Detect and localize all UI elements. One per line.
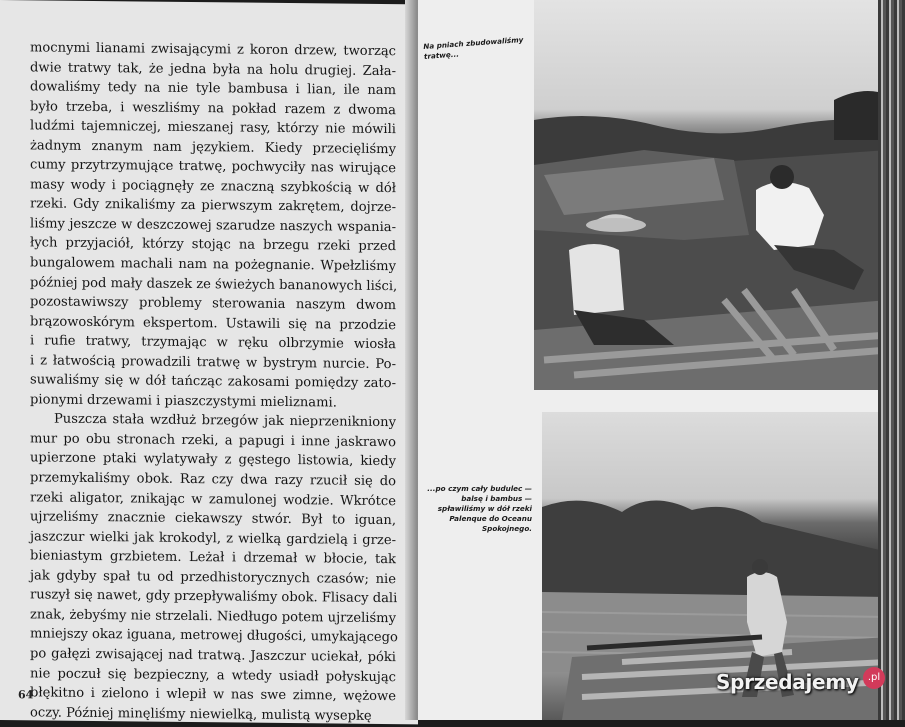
text-line: nie poczuł się bezpieczny, a wtedy usiadł połyskując (30, 665, 396, 685)
text-line: mur po obu stronach rzeki, a papugi i inne jaskrawo (30, 431, 396, 451)
text-line: pozostawiwszy problemy sterowania naszym dwom (30, 294, 396, 314)
text-line: jak gdyby spał tu od przedhistorycznych czasów; nie (30, 568, 396, 587)
text-line: Puszcza stała wzdłuż brzegów jak nieprzenikniony (54, 411, 396, 431)
caption-bottom: ...po czym cały budulec — balsę i bambus — spławiliśmy w dół rzeki Palenque do Oceanu Spokojnego. (427, 484, 532, 533)
text-line: żadnym znanym nam językiem. Kiedy przecięliśmy (30, 138, 396, 157)
text-line: błękitno i zielono i wlepił w nas swe zimne, wężowe (30, 685, 396, 705)
text-line: bungalowem machali nam na pożegnanie. Wpełzliśmy (30, 255, 396, 275)
text-line: liśmy jeszcze w deszczowej szarudze naszych wspania- (30, 216, 396, 236)
text-line: suwaliśmy się w dół tańcząc zakosami pomiędzy zato- (30, 372, 396, 392)
text-line: brązowoskórym ekspertom. Ustawili się na przodzie (30, 313, 396, 333)
text-line: upierzone ptaki wylatywały z gęstego listowia, kiedy (30, 450, 396, 470)
text-line: pionymi drzewami i piaszczystymi mieliznami. (30, 392, 337, 411)
left-page (0, 0, 418, 724)
watermark-text: Sprzedajemy (716, 670, 859, 694)
text-line: rzeki aligator, znikając w zamulonej wodzie. Wkrótce (30, 489, 396, 509)
text-line: jaszczur wielki jak krokodyl, z wielką gardzielą i grze- (30, 528, 396, 548)
text-line: łych przyjaciół, którzy stojąc na brzegu rzeki przed (30, 235, 396, 255)
text-line: rzeki. Gdy znikaliśmy za pierwszym zakrętem, dojrze- (30, 196, 396, 216)
body-text (30, 38, 396, 726)
text-line: i rufie tratwy, trzymając w ręku olbrzymie wiosła (30, 333, 396, 353)
text-line: masy wody i pociągnęły ze znaczną szybkością w dół (30, 177, 396, 196)
paragraph-1 (30, 38, 396, 413)
text-line: oczy. Później minęliśmy niewielką, mulistą wysepkę (30, 704, 372, 724)
text-line: dwie tratwy tak, że jedna była na holu drugiej. Zała- (30, 59, 396, 79)
text-line: ruszył się nawet, gdy przepływaliśmy obok. Flisacy dali (30, 587, 398, 607)
watermark-badge: .pl (863, 667, 885, 689)
text-line: cumy przytrzymujące tratwę, pochwyciły nas wirujące (30, 157, 396, 177)
text-line: znak, żebyśmy nie strzelali. Niedługo potem ujrzeliśmy (30, 607, 396, 627)
page-stack-edge (878, 0, 905, 720)
text-line: przemykaliśmy obok. Raz czy dwa razy rzucił się do (30, 470, 396, 490)
text-line: bieniastym grzbietem. Leżał i drzemał w błocie, tak (30, 548, 396, 568)
text-line: ludźmi tajemniczej, mieszanej rasy, którzy nie mówili (30, 118, 396, 138)
caption-top: Na pniach zbudowaliśmy tratwę... (423, 35, 524, 61)
text-line: mocnymi lianami zwisającymi z koron drzew, tworząc (30, 40, 396, 60)
page-number: 64 (18, 688, 34, 702)
photo-raft-building (534, 0, 888, 390)
text-line: i z łatwością prowadzili tratwę w bystrym nurcie. Po- (30, 353, 396, 372)
text-line: było trzeba, i weszliśmy na pokład razem z dwoma (30, 98, 396, 118)
text-line: później pod mały daszek ze świeżych bananowych liści, (30, 274, 398, 294)
paragraph-2 (30, 410, 396, 727)
text-line: dowaliśmy tedy na nie tyle bambusa i lian, ile nam (30, 79, 396, 99)
text-line: mniejszy okaz iguana, metrowej długości, umykającego (30, 626, 398, 646)
text-line: ujrzeliśmy znacznie ciekawszy stwór. Był to iguan, (30, 509, 396, 529)
text-line: po gałęzi zwisającej nad tratwą. Jaszczur uciekał, póki (30, 646, 396, 666)
